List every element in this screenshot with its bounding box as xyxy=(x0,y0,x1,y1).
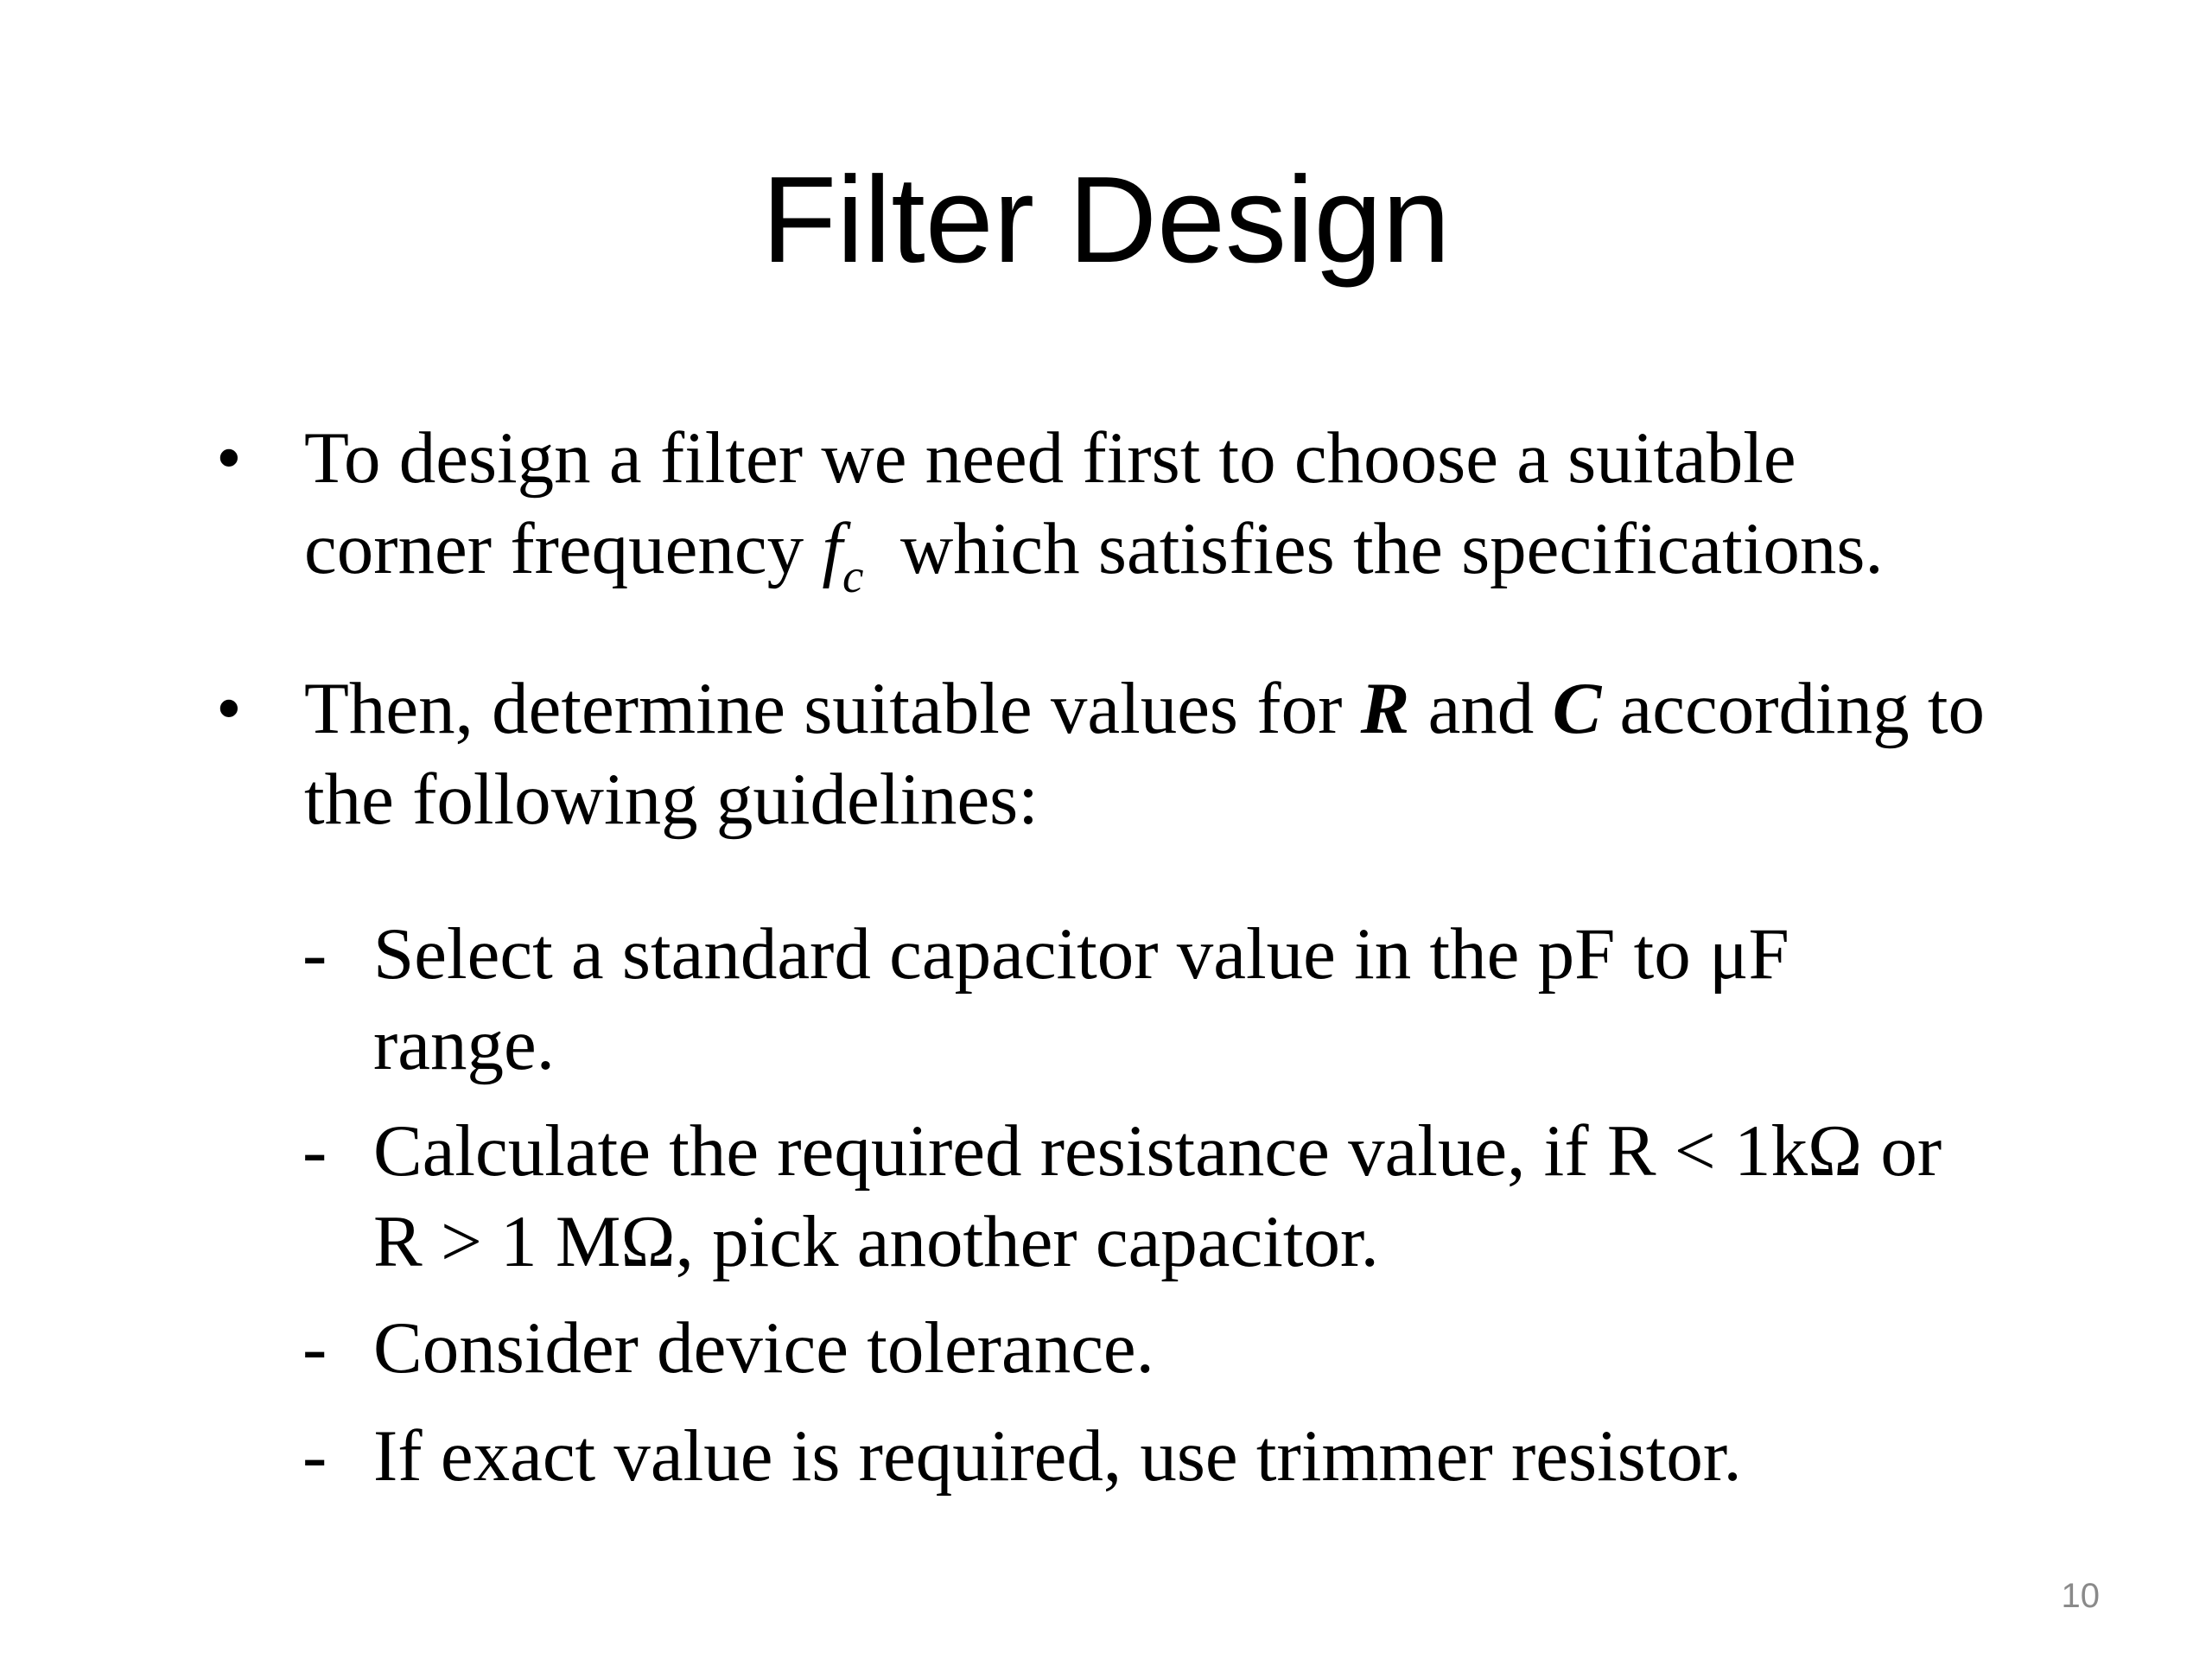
bullet-2-line-1 xyxy=(304,664,2084,754)
bullet-2-text xyxy=(304,664,2084,845)
bullet-2-and-text: and xyxy=(1409,668,1553,749)
bullet-1-line-2 xyxy=(304,504,2084,602)
slide-title: Filter Design xyxy=(761,151,1451,289)
bullet-2-line-1-suffix: according to xyxy=(1601,668,1985,749)
guideline-2 xyxy=(373,1106,2015,1287)
bullet-marker: • xyxy=(216,417,242,499)
guideline-1 xyxy=(373,909,2015,1090)
dash-marker: - xyxy=(302,1307,327,1389)
guideline-3-line-1: Consider device tolerance. xyxy=(373,1307,1154,1389)
corner-frequency-variable: f xyxy=(822,508,842,589)
guideline-2-line-1: Calculate the required resistance value, if R < 1kΩ or xyxy=(373,1110,1942,1192)
bullet-1-line-1: To design a filter we need first to choose a suitable xyxy=(304,417,1796,499)
dash-marker: - xyxy=(302,1415,327,1497)
bullet-2-line-1-prefix: Then, determine suitable values for xyxy=(304,668,1361,749)
corner-frequency-subscript: c xyxy=(842,550,864,602)
resistor-variable: R xyxy=(1360,668,1410,749)
bullet-1-line-2-suffix: which satisfies the specifications. xyxy=(863,508,1884,589)
capacitor-variable: C xyxy=(1552,668,1602,749)
guideline-4-line-1: If exact value is required, use trimmer resistor. xyxy=(373,1415,1742,1497)
guideline-3 xyxy=(373,1303,2015,1394)
page-number: 10 xyxy=(2061,1577,2100,1615)
dash-marker: - xyxy=(302,1110,327,1192)
bullet-1-line-2-prefix: corner frequency xyxy=(304,508,823,589)
guideline-2-line-2: R > 1 MΩ, pick another capacitor. xyxy=(373,1201,1379,1282)
guideline-4 xyxy=(373,1411,2015,1502)
guideline-1-line-2: range. xyxy=(373,1004,556,1085)
guideline-1-line-1: Select a standard capacitor value in the pF to μF xyxy=(373,913,1789,995)
bullet-1-text xyxy=(304,413,2084,602)
bullet-marker: • xyxy=(216,668,242,749)
bullet-2-line-2: the following guidelines: xyxy=(304,759,1039,840)
dash-marker: - xyxy=(302,913,327,995)
